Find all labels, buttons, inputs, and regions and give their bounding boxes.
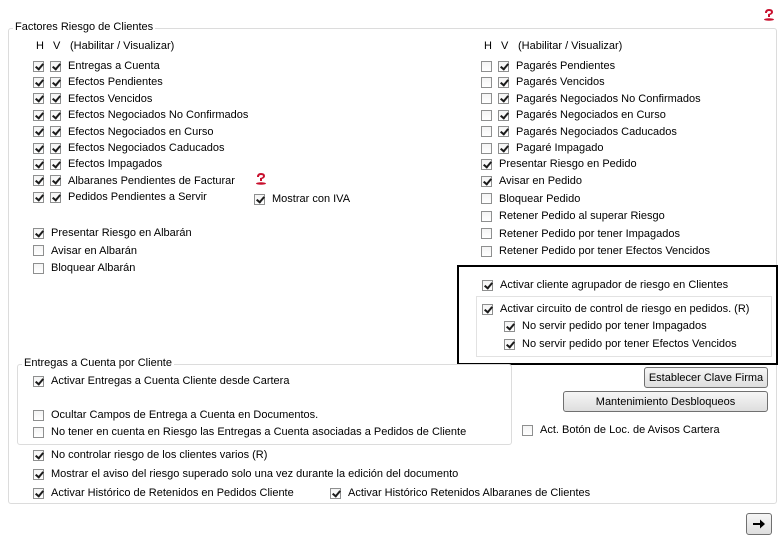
- mostrar-aviso-checkbox[interactable]: [33, 469, 44, 480]
- no-tener-label: No tener en cuenta en Riesgo las Entregas a Cuenta asociadas a Pedidos de Cliente: [51, 426, 467, 438]
- agrupador-checkbox[interactable]: [482, 280, 493, 291]
- option-label: Bloquear Pedido: [499, 192, 581, 205]
- right-h-header: H: [484, 40, 492, 52]
- option-bloquear-albaran[interactable]: [33, 260, 135, 276]
- risk-item-pagares-vencidos[interactable]: [481, 74, 605, 90]
- habilitar-checkbox[interactable]: [481, 93, 492, 104]
- risk-item-label: Efectos Negociados No Confirmados: [68, 109, 249, 122]
- habilitar-checkbox[interactable]: [33, 143, 44, 154]
- risk-item-label: Albaranes Pendientes de Facturar: [68, 174, 235, 187]
- habilitar-checkbox[interactable]: [481, 77, 492, 88]
- risk-item-label: Entregas a Cuenta: [68, 60, 160, 72]
- risk-item-pagare-impagado[interactable]: [481, 140, 603, 156]
- habilitar-checkbox[interactable]: [33, 110, 44, 121]
- help-icon-albaranes[interactable]: [254, 172, 268, 185]
- establecer-clave-firma-button[interactable]: Establecer Clave Firma: [644, 367, 768, 388]
- activar-entregas-row[interactable]: [33, 373, 289, 389]
- option-checkbox[interactable]: [481, 176, 492, 187]
- option-label: Retener Pedido por tener Impagados: [499, 227, 681, 240]
- agrupador-label: Activar cliente agrupador de riesgo en Clientes: [500, 279, 729, 291]
- agrupador-row[interactable]: [482, 277, 728, 293]
- risk-item-label: Pagarés Vencidos: [516, 76, 605, 89]
- circuito-row[interactable]: [482, 301, 749, 317]
- no-controlar-row[interactable]: [33, 447, 267, 463]
- left-h-header: H: [36, 40, 44, 52]
- visualizar-checkbox[interactable]: [50, 175, 61, 186]
- habilitar-checkbox[interactable]: [33, 126, 44, 137]
- no-tener-checkbox[interactable]: [33, 427, 44, 438]
- visualizar-checkbox[interactable]: [50, 159, 61, 170]
- no-vencidos-checkbox[interactable]: [504, 339, 515, 350]
- risk-item-pagares-negociados-caducados[interactable]: [481, 124, 677, 140]
- mantenimiento-desbloqueos-button[interactable]: Mantenimiento Desbloqueos: [563, 391, 768, 412]
- risk-item-efectos-negociados-en-curso[interactable]: [33, 124, 214, 140]
- option-checkbox[interactable]: [481, 228, 492, 239]
- risk-item-efectos-pendientes[interactable]: [33, 74, 163, 90]
- ocultar-campos-row[interactable]: [33, 407, 318, 423]
- option-checkbox[interactable]: [481, 193, 492, 204]
- risk-item-label: Efectos Negociados en Curso: [68, 125, 214, 138]
- visualizar-checkbox[interactable]: [50, 93, 61, 104]
- habilitar-checkbox[interactable]: [481, 110, 492, 121]
- option-checkbox[interactable]: [481, 211, 492, 222]
- no-controlar-label: No controlar riesgo de los clientes varios (R): [51, 449, 268, 461]
- option-checkbox[interactable]: [33, 245, 44, 256]
- left-v-header: V: [53, 40, 61, 52]
- next-arrow-button[interactable]: [746, 513, 772, 535]
- option-retener-pedido-al-superar-riesgo[interactable]: [481, 208, 665, 224]
- visualizar-checkbox[interactable]: [498, 143, 509, 154]
- act-boton-row[interactable]: [522, 422, 720, 438]
- habilitar-checkbox[interactable]: [33, 159, 44, 170]
- visualizar-checkbox[interactable]: [50, 110, 61, 121]
- no-impagados-label: No servir pedido por tener Impagados: [522, 320, 707, 332]
- arrow-right-icon: [752, 518, 766, 530]
- risk-item-efectos-negociados-no-confirmados[interactable]: [33, 107, 248, 123]
- activar-entregas-label: Activar Entregas a Cuenta Cliente desde Cartera: [51, 375, 290, 387]
- help-icon[interactable]: [762, 8, 776, 21]
- visualizar-checkbox[interactable]: [498, 126, 509, 137]
- right-v-header: V: [501, 40, 509, 52]
- left-hv-label: (Habilitar / Visualizar): [70, 40, 175, 52]
- option-bloquear-pedido[interactable]: [481, 191, 580, 207]
- risk-item-entregas-a-cuenta[interactable]: [33, 58, 160, 74]
- ocultar-campos-checkbox[interactable]: [33, 410, 44, 421]
- historico-pedidos-label: Activar Histórico de Retenidos en Pedidos Cliente: [51, 487, 294, 499]
- risk-item-albaranes-pendientes-de-facturar[interactable]: [33, 173, 235, 189]
- risk-item-label: Pagarés Negociados No Confirmados: [516, 92, 701, 105]
- historico-pedidos-checkbox[interactable]: [33, 488, 44, 499]
- habilitar-checkbox[interactable]: [481, 61, 492, 72]
- risk-item-label: Efectos Impagados: [68, 158, 163, 171]
- risk-item-efectos-impagados[interactable]: [33, 156, 162, 172]
- visualizar-checkbox[interactable]: [50, 61, 61, 72]
- habilitar-checkbox[interactable]: [481, 143, 492, 154]
- visualizar-checkbox[interactable]: [498, 77, 509, 88]
- visualizar-checkbox[interactable]: [50, 192, 61, 203]
- visualizar-checkbox[interactable]: [498, 110, 509, 121]
- no-tener-row[interactable]: [33, 424, 466, 440]
- option-label: Avisar en Pedido: [499, 175, 582, 188]
- historico-pedidos-row[interactable]: [33, 485, 294, 501]
- habilitar-checkbox[interactable]: [33, 77, 44, 88]
- visualizar-checkbox[interactable]: [498, 93, 509, 104]
- mostrar-iva-row[interactable]: [254, 191, 350, 207]
- circuito-label: Activar circuito de control de riesgo en pedidos. (R): [500, 303, 750, 315]
- option-label: Avisar en Albarán: [51, 244, 138, 257]
- no-controlar-checkbox[interactable]: [33, 450, 44, 461]
- habilitar-checkbox[interactable]: [33, 93, 44, 104]
- historico-albaranes-checkbox[interactable]: [330, 488, 341, 499]
- risk-item-label: Efectos Pendientes: [68, 76, 163, 89]
- no-vencidos-label: No servir pedido por tener Efectos Vencidos: [522, 338, 737, 350]
- visualizar-checkbox[interactable]: [498, 61, 509, 72]
- no-impagados-row[interactable]: [504, 318, 707, 334]
- option-checkbox[interactable]: [33, 228, 44, 239]
- visualizar-checkbox[interactable]: [50, 126, 61, 137]
- option-checkbox[interactable]: [33, 263, 44, 274]
- risk-item-label: Efectos Vencidos: [68, 92, 153, 105]
- risk-item-pagares-pendientes[interactable]: [481, 58, 615, 74]
- risk-item-efectos-vencidos[interactable]: [33, 91, 152, 107]
- option-label: Retener Pedido al superar Riesgo: [499, 210, 665, 223]
- option-label: Presentar Riesgo en Albarán: [51, 227, 192, 239]
- risk-item-label: Pedidos Pendientes a Servir: [68, 191, 207, 204]
- option-checkbox[interactable]: [481, 246, 492, 257]
- act-boton-label: Act. Botón de Loc. de Avisos Cartera: [540, 424, 720, 436]
- mostrar-aviso-label: Mostrar el aviso del riesgo superado solo una vez durante la edición del documento: [51, 468, 459, 480]
- option-label: Retener Pedido por tener Efectos Vencidos: [499, 245, 710, 257]
- risk-item-label: Pagarés Negociados Caducados: [516, 125, 677, 138]
- risk-item-label: Pagaré Impagado: [516, 142, 604, 154]
- risk-item-pagares-negociados-no-confirmados[interactable]: [481, 91, 701, 107]
- risk-item-label: Efectos Negociados Caducados: [68, 142, 225, 154]
- act-boton-checkbox[interactable]: [522, 425, 533, 436]
- no-vencidos-row[interactable]: [504, 336, 737, 352]
- mostrar-iva-label: Mostrar con IVA: [272, 193, 351, 205]
- habilitar-checkbox[interactable]: [33, 192, 44, 203]
- activar-entregas-checkbox[interactable]: [33, 376, 44, 387]
- risk-item-efectos-negociados-caducados[interactable]: [33, 140, 225, 156]
- risk-item-pedidos-pendientes-a-servir[interactable]: [33, 189, 207, 205]
- option-retener-pedido-por-tener-efectos-vencidos[interactable]: [481, 243, 710, 259]
- option-avisar-en-pedido[interactable]: [481, 173, 582, 189]
- option-checkbox[interactable]: [481, 159, 492, 170]
- option-retener-pedido-por-tener-impagados[interactable]: [481, 226, 680, 242]
- historico-albaranes-label: Activar Histórico Retenidos Albaranes de Clientes: [348, 487, 591, 499]
- option-label: Bloquear Albarán: [51, 262, 136, 274]
- visualizar-checkbox[interactable]: [50, 143, 61, 154]
- option-presentar-riesgo-en-pedido[interactable]: [481, 156, 637, 172]
- historico-albaranes-row[interactable]: [330, 485, 590, 501]
- risk-item-label: Pagarés Negociados en Curso: [516, 109, 666, 122]
- option-label: Presentar Riesgo en Pedido: [499, 158, 637, 170]
- habilitar-checkbox[interactable]: [481, 126, 492, 137]
- risk-factors-group-title: Factores Riesgo de Clientes: [15, 21, 154, 33]
- mostrar-aviso-row[interactable]: [33, 466, 458, 482]
- risk-item-pagares-negociados-en-curso[interactable]: [481, 107, 666, 123]
- no-impagados-checkbox[interactable]: [504, 321, 515, 332]
- mostrar-iva-checkbox[interactable]: [254, 194, 265, 205]
- entregas-group-title: Entregas a Cuenta por Cliente: [24, 357, 172, 369]
- right-hv-label: (Habilitar / Visualizar): [518, 40, 623, 52]
- option-presentar-riesgo-en-albaran[interactable]: [33, 225, 192, 241]
- risk-item-label: Pagarés Pendientes: [516, 60, 616, 72]
- option-avisar-en-albaran[interactable]: [33, 243, 137, 259]
- circuito-checkbox[interactable]: [482, 304, 493, 315]
- ocultar-campos-label: Ocultar Campos de Entrega a Cuenta en Documentos.: [51, 409, 319, 421]
- habilitar-checkbox[interactable]: [33, 61, 44, 72]
- habilitar-checkbox[interactable]: [33, 175, 44, 186]
- visualizar-checkbox[interactable]: [50, 77, 61, 88]
